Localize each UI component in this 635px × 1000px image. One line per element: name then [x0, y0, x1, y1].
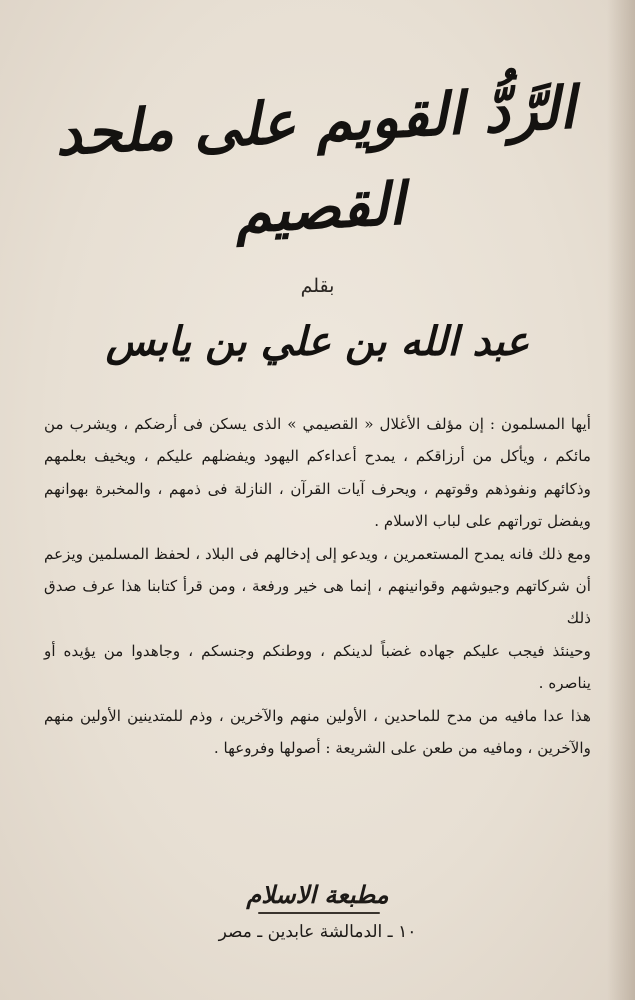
paragraph: ومع ذلك فانه يمدح المستعمرين ، ويدعو إلى إدخالهم فى البلاد ، لحفظ المسلمين ويزعم أن شركاتهم وجيوشهم وقوانينهم ، إنما هى خير ورفعة ، ومن قرأ كتابنا هذا عرف صدق ذلك [44, 544, 591, 628]
paragraph: وحينئذ فيجب عليكم جهاده غضباً لدينكم ، ووطنكم وجنسكم ، وجاهدوا من يؤيده أو يناصره . [44, 641, 591, 693]
book-title: الرَّدُّ القويم على ملحد القصيم [53, 73, 577, 247]
press-name: مطبعة الاسلام [246, 880, 389, 909]
paragraph: هذا عدا مافيه من مدح للماحدين ، الأولين منهم والآخرين ، وذم للمتدينين الأولين منهم والآخرين ، ومافيه من طعن على الشريعة : أصولها وفروعها . [44, 706, 591, 758]
paragraph: أيها المسلمون : إن مؤلف الأغلال « القصيمي » الذى يسكن فى أرضكم ، ويشرب من مائكم ، ويأكل من أرزاقكم ، يمدح أعداءكم اليهود ويفضلهم عليكم ، ويخيف بعلمهم وذكائهم ونفوذهم وقوتهم ، ويحرف آيات القرآن ، النازلة فى ذمهم ، والمخبرة بهوانهم ويفضل توراتهم على لباب الاسلام . [44, 415, 591, 531]
author-name: عبد الله بن علي بن يابس [105, 318, 530, 365]
press-underline [258, 912, 380, 914]
press-address: ١٠ ـ الدمالشة عابدين ـ مصر [218, 922, 417, 942]
by-pen-label: بقلم [300, 275, 335, 297]
body-text [44, 408, 591, 764]
